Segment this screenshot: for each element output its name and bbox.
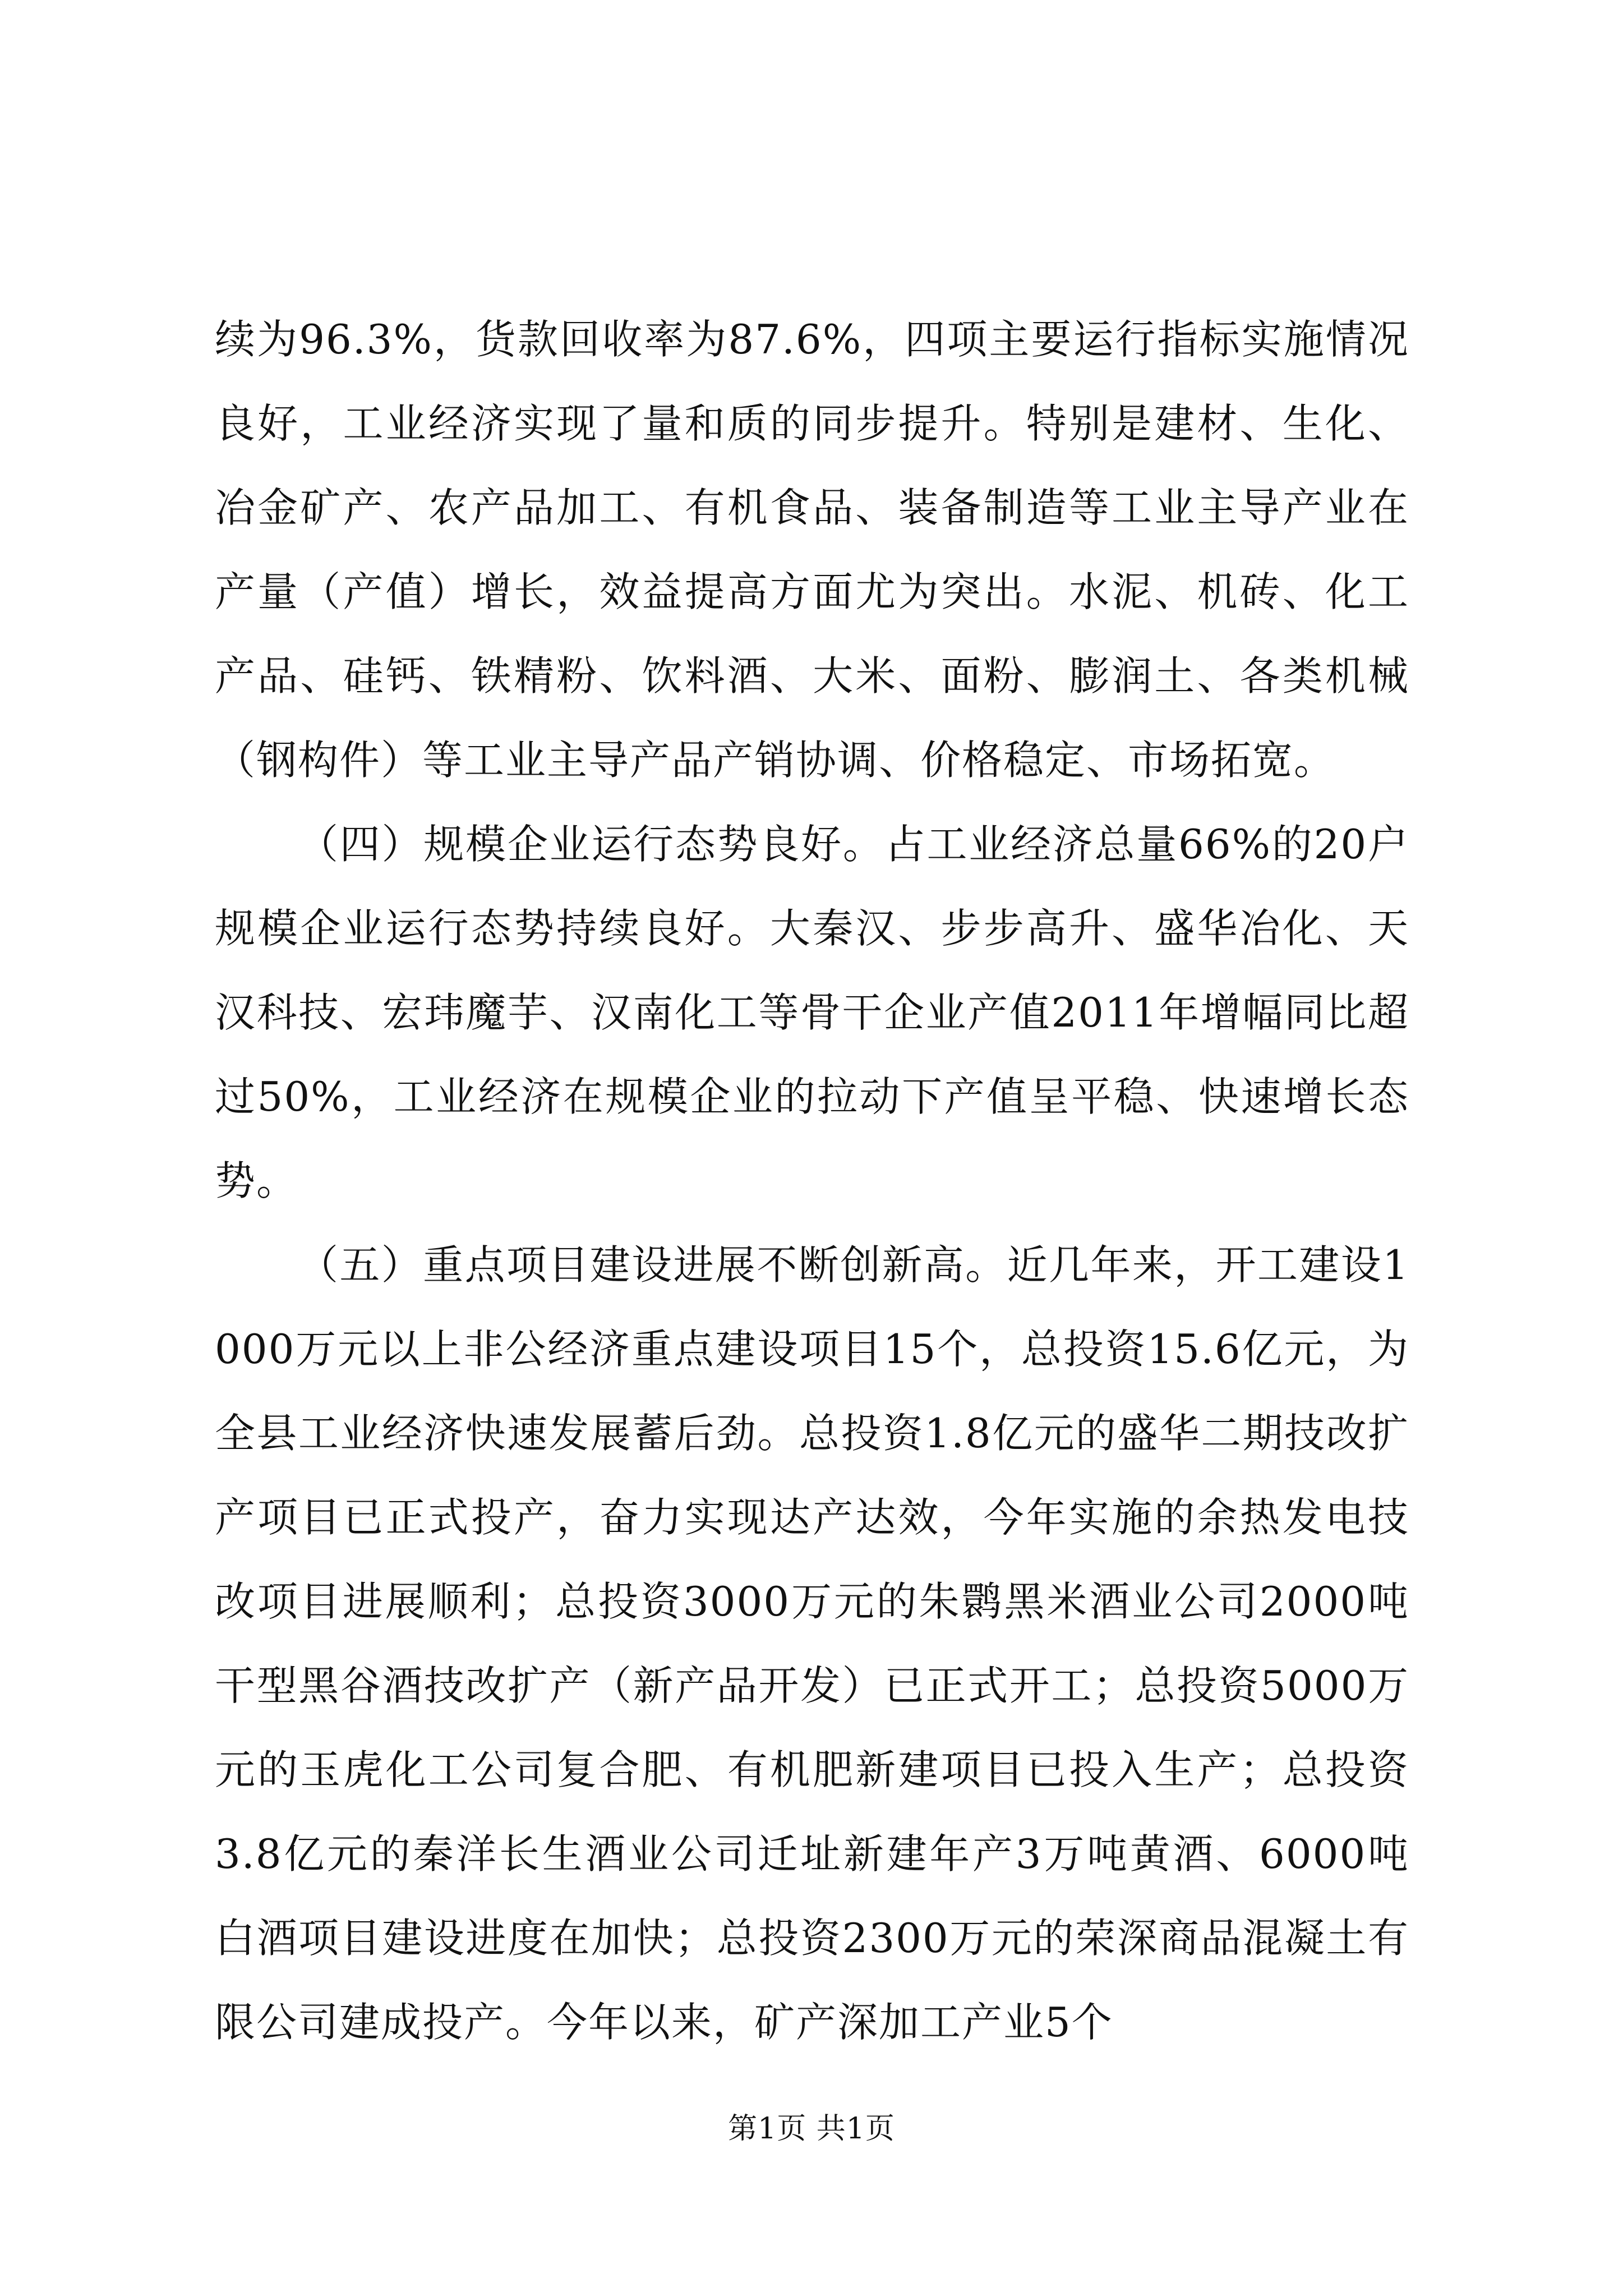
page-footer: 第1页 共1页 <box>728 2112 895 2146</box>
document-body <box>215 297 1409 2064</box>
paragraph-section-4: （四）规模企业运行态势良好。占工业经济总量66%的20户规模企业运行态势持续良好。大秦汉、步步高升、盛华冶化、天汉科技、宏玮魔芋、汉南化工等骨干企业产值2011年增幅同比超过50%，工业经济在规模企业的拉动下产值呈平稳、快速增长态势。 <box>215 821 1409 1204</box>
paragraph-section-5: （五）重点项目建设进展不断创新高。近几年来，开工建设1000万元以上非公经济重点建设项目15个，总投资15.6亿元，为全县工业经济快速发展蓄后劲。总投资1.8亿元的盛华二期技改扩产项目已正式投产，奋力实现达产达效，今年实施的余热发电技改项目进展顺利；总投资3000万元的朱鹮黑米酒业公司2000吨干型黑谷酒技改扩产（新产品开发）已正式开工；总投资5000万元的玉虎化工公司复合肥、有机肥新建项目已投入生产；总投资3.8亿元的秦洋长生酒业公司迁址新建年产3万吨黄酒、6000吨白酒项目建设进度在加快；总投资2300万元的荣深商品混凝土有限公司建成投产。今年以来，矿产深加工产业5个 <box>215 1241 1409 2046</box>
paragraph-continued: 续为96.3%，货款回收率为87.6%，四项主要运行指标实施情况良好，工业经济实现了量和质的同步提升。特别是建材、生化、冶金矿产、农产品加工、有机食品、装备制造等工业主导产业在产量（产值）增长，效益提高方面尤为突出。水泥、机砖、化工产品、硅钙、铁精粉、饮料酒、大米、面粉、膨润土、各类机械（钢构件）等工业主导产品产销协调、价格稳定、市场拓宽。 <box>215 316 1409 784</box>
